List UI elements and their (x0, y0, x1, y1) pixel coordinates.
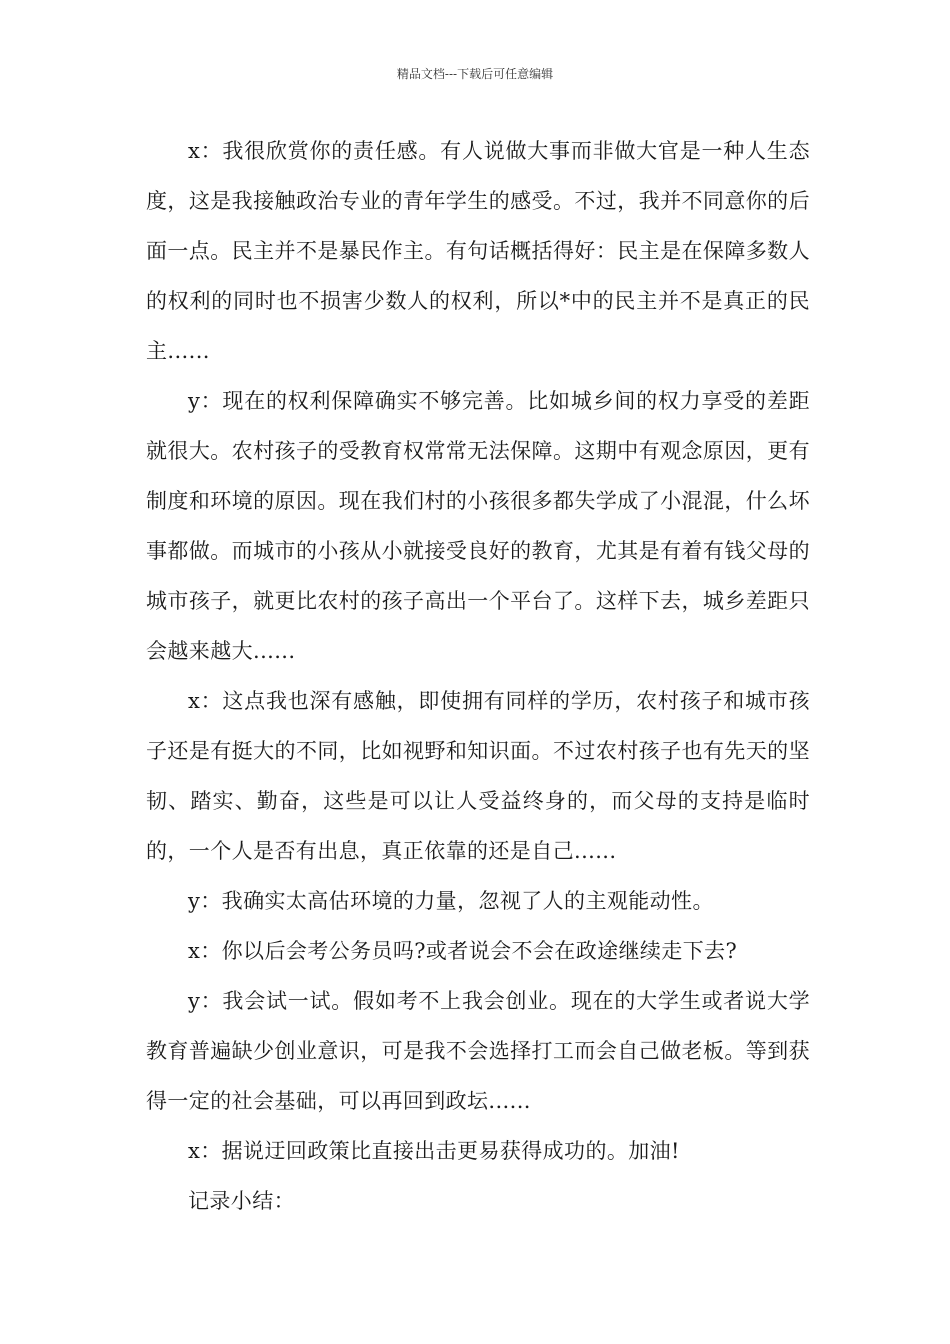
paragraph-x-4: x：据说迂回政策比直接出击更易获得成功的。加油! (188, 1139, 680, 1163)
paragraph-x-1: x：我很欣赏你的责任感。有人说做大事而非做大官是一种人生态度，这是我接触政治专业的青年学生的感受。不过，我并不同意你的后面一点。民主并不是暴民作主。有句话概括得好：民主是在保障多数人的权利的同时也不损害少数人的权利，所以*中的民主并不是真正的民主...... (146, 139, 810, 363)
paragraph-y-2: y：我确实太高估环境的力量，忽视了人的主观能动性。 (188, 889, 714, 913)
paragraph-y-3: y：我会试一试。假如考不上我会创业。现在的大学生或者说大学教育普遍缺少创业意识，可是我不会选择打工而会自己做老板。等到获得一定的社会基础，可以再回到政坛...... (146, 989, 810, 1113)
document-body (146, 126, 810, 1226)
section-heading-summary: 记录小结： (188, 1189, 295, 1213)
page-header: 精品文档---下载后可任意编辑 (396, 67, 554, 81)
paragraph-x-3: x：你以后会考公务员吗?或者说会不会在政途继续走下去? (188, 939, 738, 963)
paragraph-y-1: y：现在的权利保障确实不够完善。比如城乡间的权力享受的差距就很大。农村孩子的受教育权常常无法保障。这期中有观念原因，更有制度和环境的原因。现在我们村的小孩很多都失学成了小混混，什么坏事都做。而城市的小孩从小就接受良好的教育，尤其是有着有钱父母的城市孩子，就更比农村的孩子高出一个平台了。这样下去，城乡差距只会越来越大...... (146, 389, 810, 663)
paragraph-x-2: x：这点我也深有感触，即使拥有同样的学历，农村孩子和城市孩子还是有挺大的不同，比如视野和知识面。不过农村孩子也有先天的坚韧、踏实、勤奋，这些是可以让人受益终身的，而父母的支持是临时的，一个人是否有出息，真正依靠的还是自己...... (146, 689, 810, 863)
